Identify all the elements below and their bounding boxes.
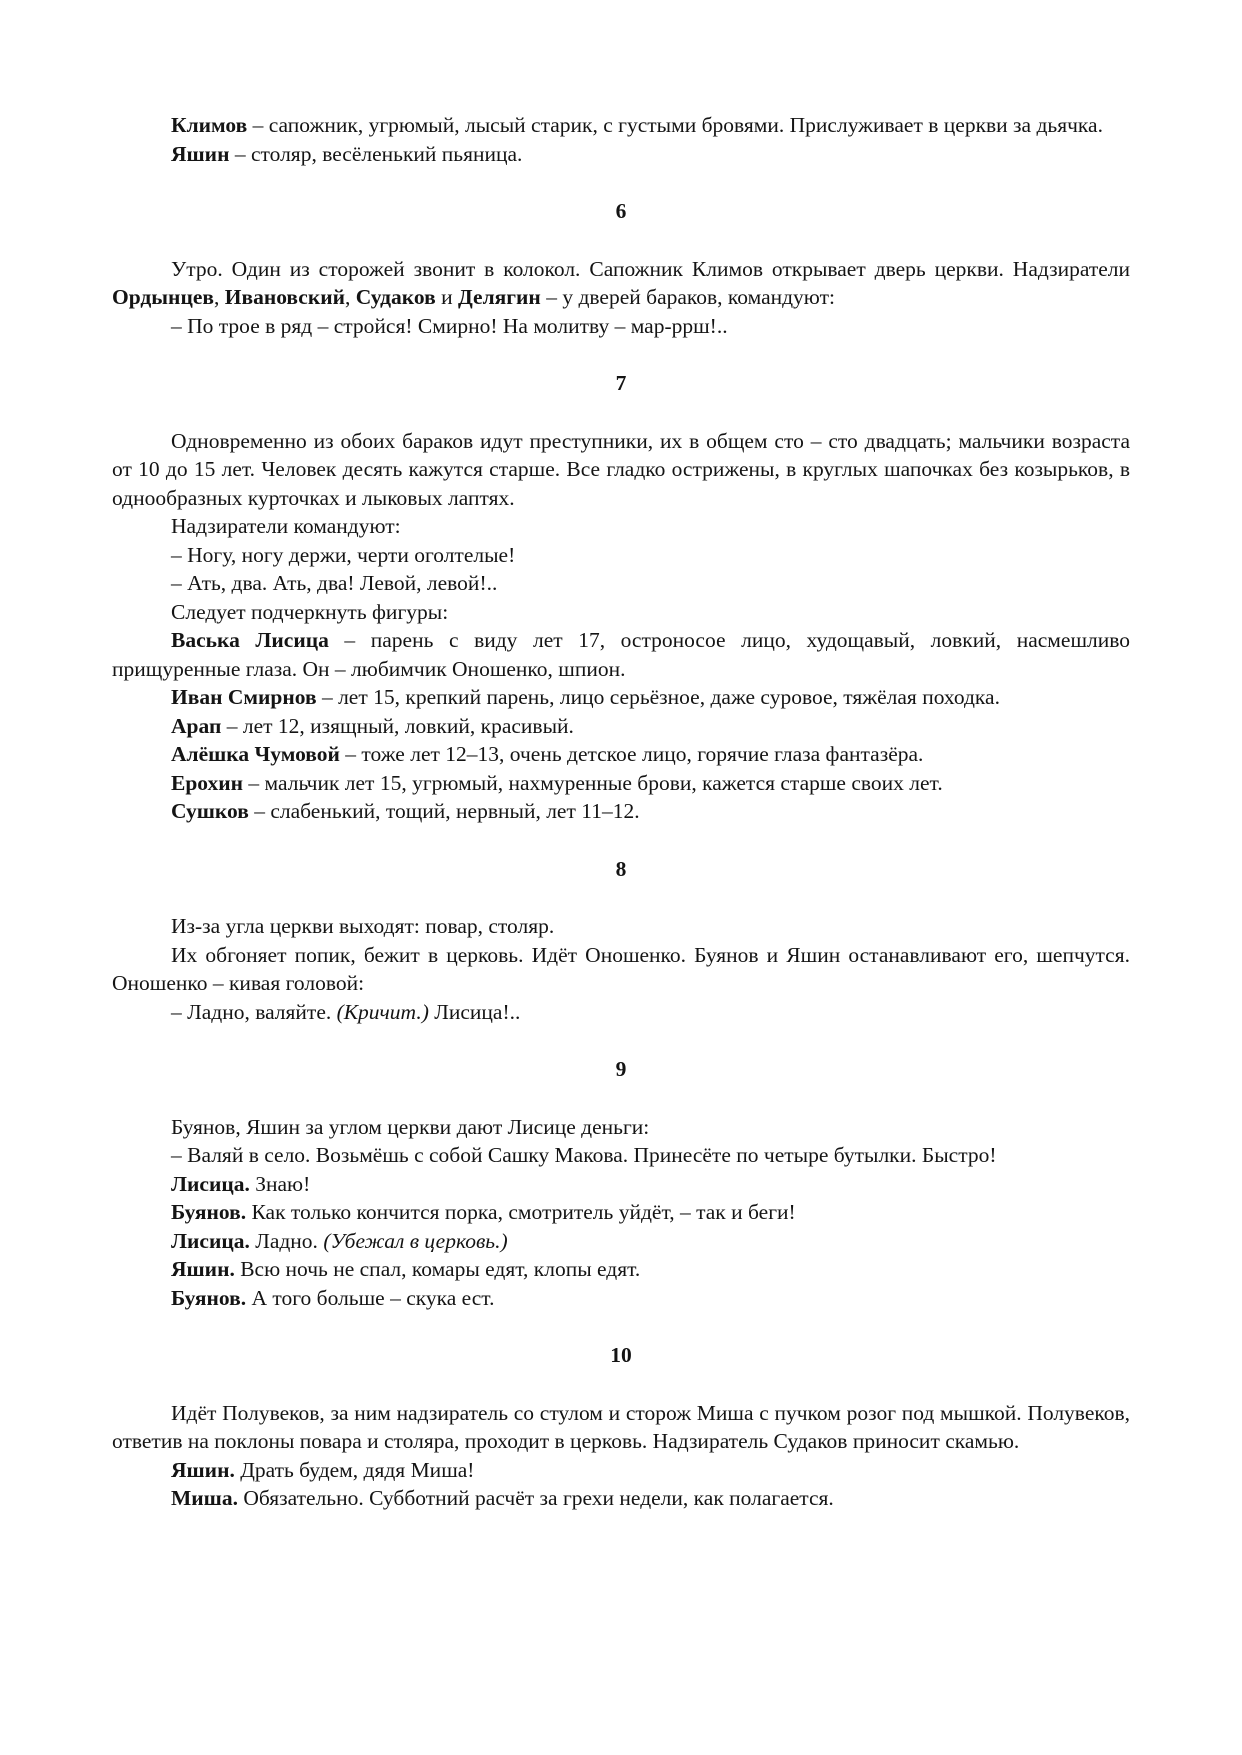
scene-number-7: 7 [615,371,627,395]
stage-direction: (Убежал в церковь.) [323,1228,508,1253]
text-run: – у дверей бараков, командуют: [540,285,835,309]
dialogue-line [112,1484,1130,1513]
character-klimov [112,111,1130,140]
scene-8-line: Из-за угла церкви выходят: повар, столяр. [171,914,555,938]
text-run: – Ладно, валяйте. [171,999,337,1024]
character-smirnov [112,683,1130,712]
scene-8-dialogue [112,998,1130,1027]
character-description: – тоже лет 12–13, очень детское лицо, горячие глаза фантазёра. [339,742,924,766]
character-lisitsa [112,626,1130,683]
speaker-name: Буянов. [171,1285,247,1310]
character-description: – мальчик лет 15, угрюмый, нахмуренные брови, кажется старше своих лет. [243,770,943,795]
speaker-name: Яшин. [171,1457,235,1482]
scene-number-10: 10 [610,1343,632,1367]
character-name: Ерохин [171,770,244,795]
scene-9-line: Буянов, Яшин за углом церкви дают Лисице деньги: [171,1114,650,1139]
character-name: Климов [171,113,248,137]
character-description: – лет 12, изящный, ловкий, красивый. [221,713,574,738]
scene-number-6: 6 [615,199,627,223]
scene-7-line: Надзиратели командуют: [171,514,401,538]
text-run: и [435,285,458,309]
text-run: , [345,285,356,309]
dialogue-text: Драть будем, дядя Миша! [234,1457,475,1482]
character-chumovoy [112,740,1130,769]
text-run: Лисица!.. [428,999,521,1024]
dialogue-text: Как только кончится порка, смотритель уйдёт, – так и беги! [246,1200,796,1224]
character-name: Ивановский [224,285,346,309]
character-name: Делягин [457,285,541,309]
dialogue-line [112,1255,1130,1284]
scene-7-command: – Ать, два. Ать, два! Левой, левой!.. [171,571,498,595]
speaker-name: Буянов. [171,1200,247,1224]
scene-8-paragraph: Их обгоняет попик, бежит в церковь. Идёт Оношенко. Буянов и Яшин останавливают его, шепчутся. Оношенко – кивая головой: [112,942,1130,995]
character-description: – слабенький, тощий, нервный, лет 11–12. [248,799,640,823]
dialogue-line [112,1456,1130,1485]
character-yashin [112,140,1130,169]
dialogue-text: Ладно. [249,1228,324,1253]
character-name: Алёшка Чумовой [171,742,340,766]
scene-number-9: 9 [615,1057,627,1081]
stage-direction: (Кричит.) [336,999,429,1024]
dialogue-line [112,1284,1130,1313]
dialogue-line [112,1198,1130,1227]
character-description: – столяр, весёленький пьяница. [229,141,523,166]
character-name: Яшин [171,141,230,166]
character-name: Ордынцев [112,285,214,309]
dialogue-text: Знаю! [249,1171,311,1196]
scene-7-paragraph: Одновременно из обоих бараков идут преступники, их в общем сто – сто двадцать; мальчики возраста от 10 до 15 лет. Человек десять кажутся старше. Все гладко острижены, в круглых шапочках без козырьков, в однообразных курточках и лыковых лаптях. [112,428,1130,510]
character-description: – сапожник, угрюмый, лысый старик, с густыми бровями. Прислуживает в церкви за дьячка. [247,113,1103,137]
character-sushkov [112,797,1130,826]
character-description: – парень с виду лет 17, остроносое лицо, худощавый, ловкий, насмешливо прищуренные глаза. Он – любимчик Оношенко, шпион. [112,628,1130,681]
character-description: – лет 15, крепкий парень, лицо серьёзное, даже суровое, тяжёлая походка. [316,685,1000,709]
dialogue-text: Всю ночь не спал, комары едят, клопы едят. [234,1257,641,1281]
character-name: Арап [171,713,222,738]
character-name: Васька Лисица [171,628,329,652]
scene-7-line: Следует подчеркнуть фигуры: [171,599,449,624]
speaker-name: Миша. [171,1486,238,1510]
scene-10-paragraph: Идёт Полувеков, за ним надзиратель со стулом и сторож Миша с пучком розог под мышкой. Полувеков, ответив на поклоны повара и столяра, проходит в церковь. Надзиратель Судаков приносит скамью. [112,1400,1130,1453]
scene-number-8: 8 [615,856,627,881]
speaker-name: Лисица. [171,1171,250,1196]
scene-7-command: – Ногу, ногу держи, черти оголтелые! [171,542,516,567]
dialogue-text: А того больше – скука ест. [246,1285,495,1310]
scene-6-paragraph [112,255,1130,312]
character-name: Сушков [171,799,249,823]
dialogue-line [112,1227,1130,1256]
dialogue-line [112,1170,1130,1199]
speaker-name: Лисица. [171,1228,250,1253]
character-arap [112,712,1130,741]
page-content [112,111,1130,1513]
speaker-name: Яшин. [171,1257,235,1281]
character-erokhin [112,769,1130,798]
character-name: Иван Смирнов [171,685,317,709]
scene-9-dialogue: – Валяй в село. Возьмёшь с собой Сашку Макова. Принесёте по четыре бутылки. Быстро! [171,1143,997,1167]
text-run: Утро. Один из сторожей звонит в колокол. Сапожник Климов открывает дверь церкви. Надзиратели [171,256,1130,281]
scene-6-command: – По трое в ряд – стройся! Смирно! На молитву – мар-ррш!.. [171,313,728,338]
text-run: , [214,285,225,309]
character-name: Судаков [355,285,436,309]
dialogue-text: Обязательно. Субботний расчёт за грехи недели, как полагается. [237,1486,834,1510]
